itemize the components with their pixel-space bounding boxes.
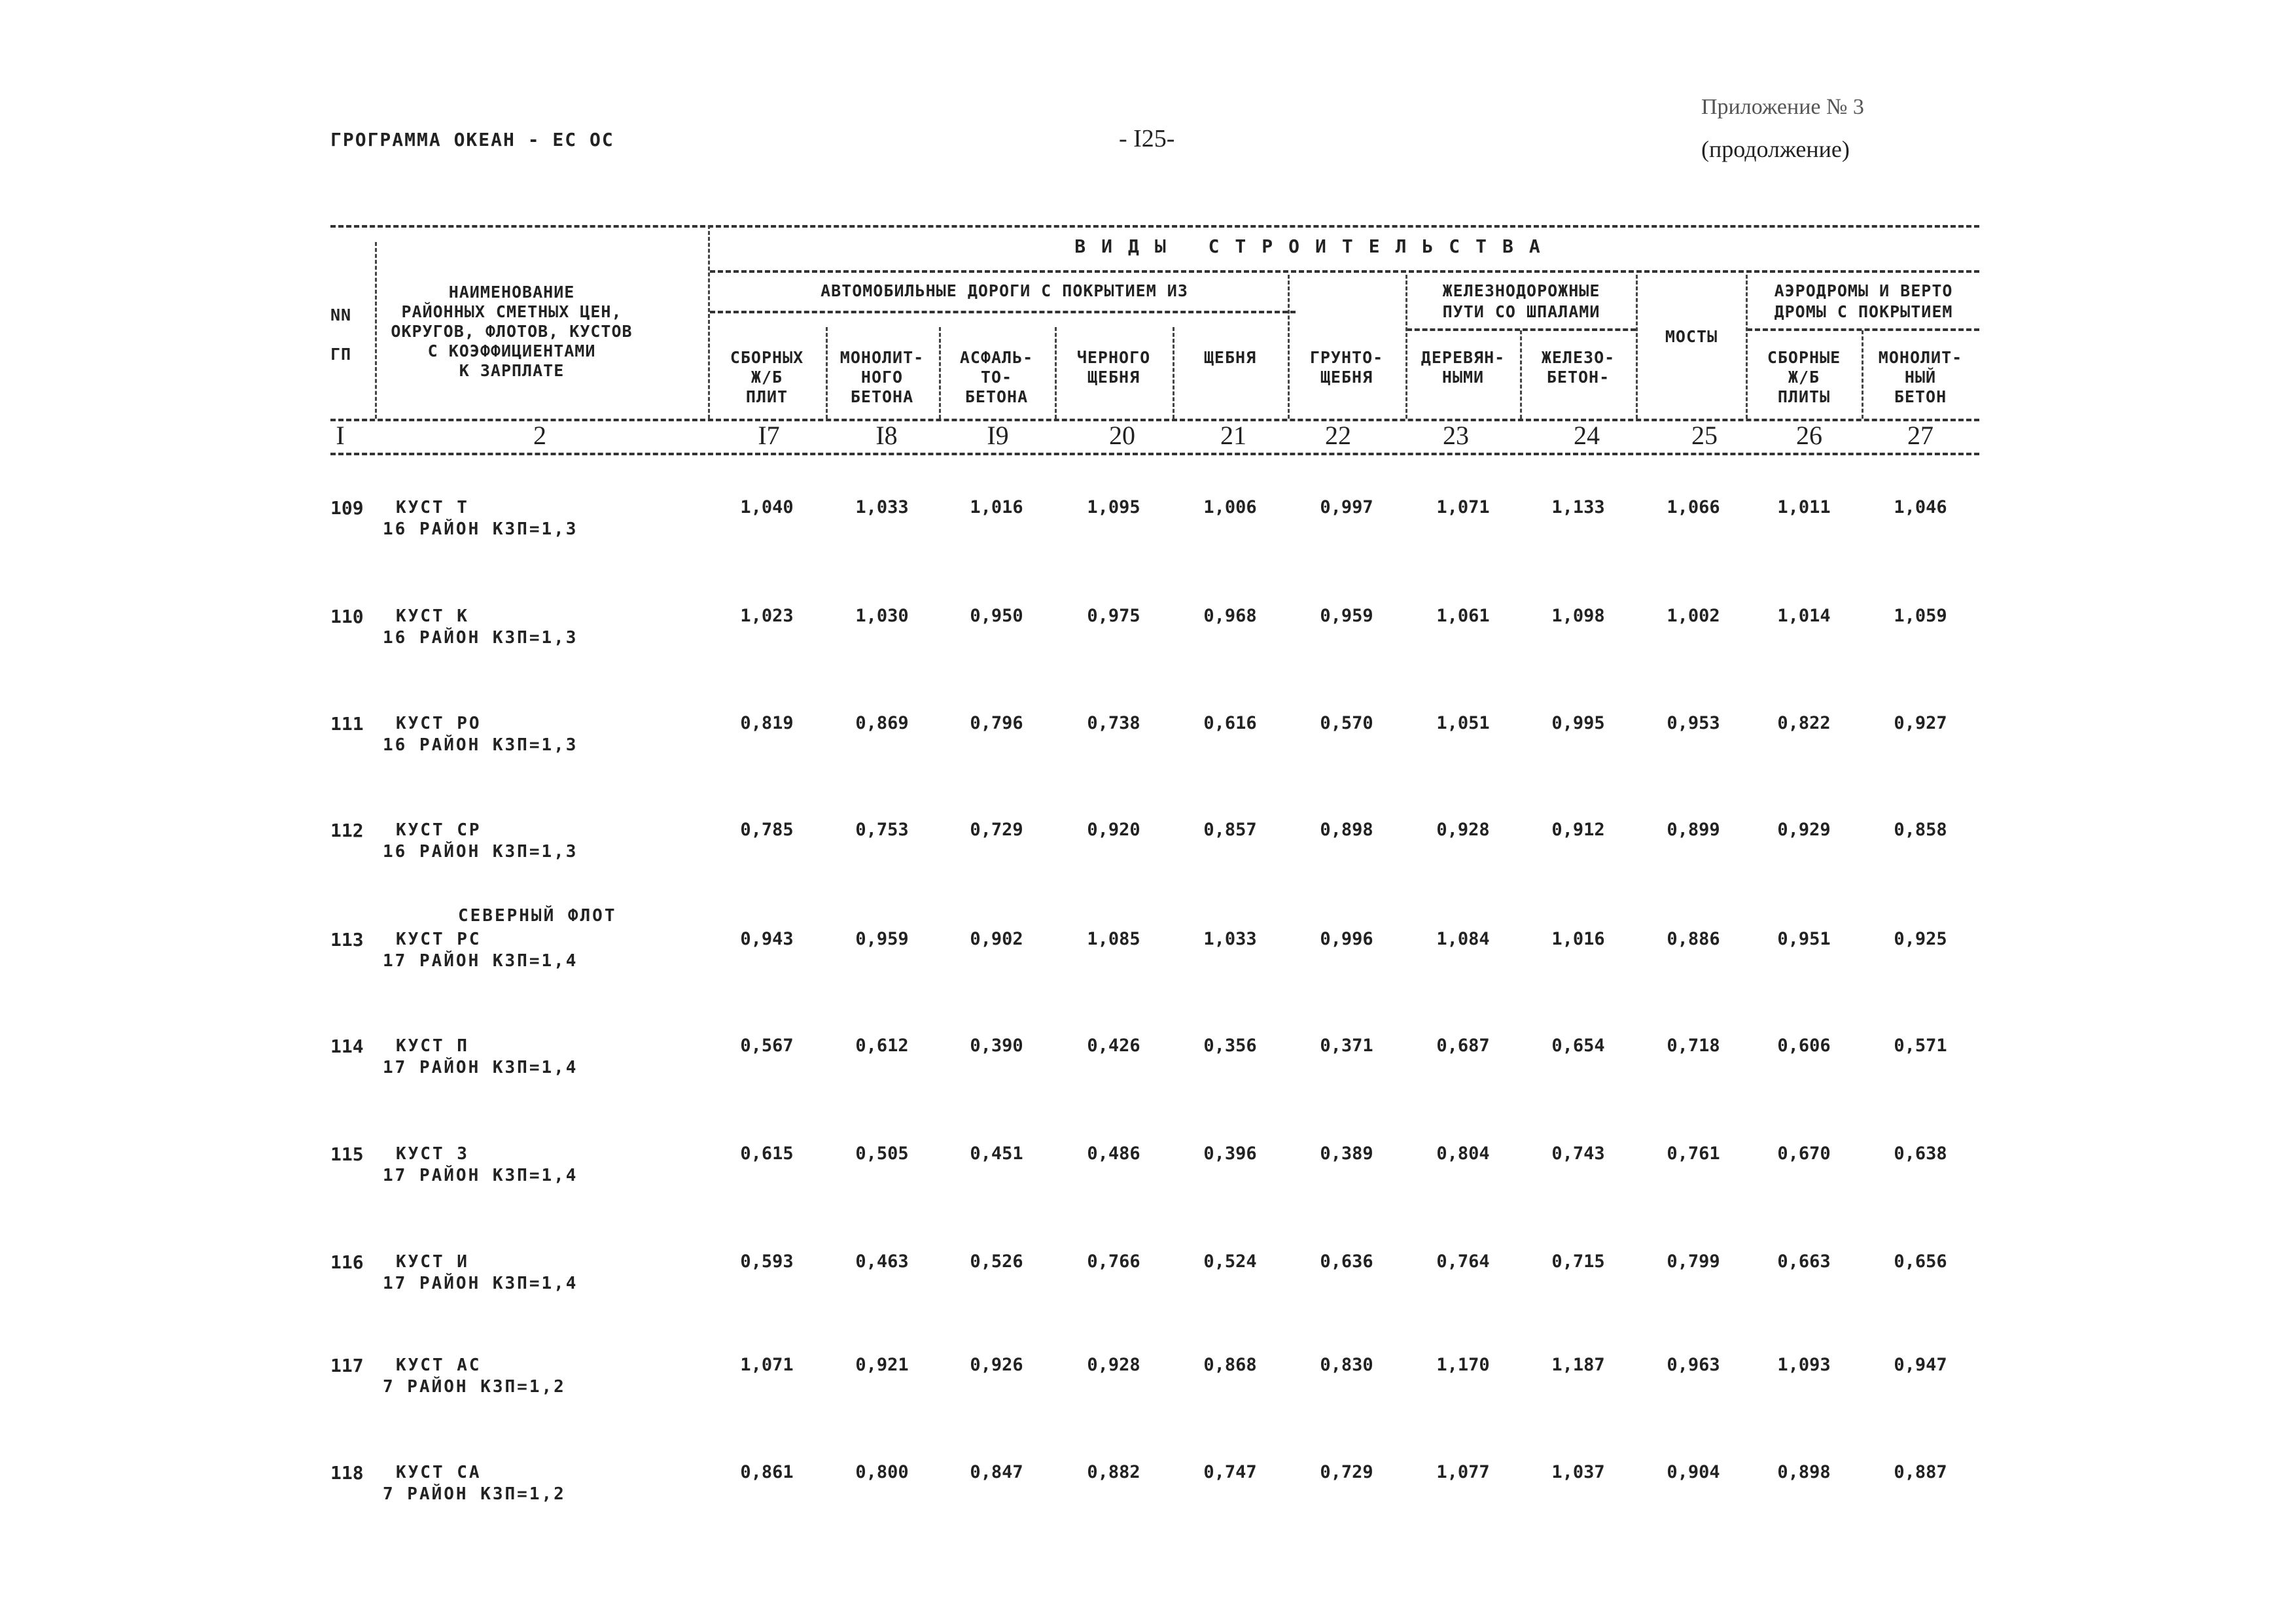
table-cell: 0,715: [1551, 1251, 1605, 1272]
table-cell: 0,570: [1320, 713, 1373, 733]
header-c27-3: БЕТОН: [1894, 387, 1947, 406]
row-region: 17 РАЙОН КЗП=1,4: [383, 951, 578, 971]
table-cell: 0,426: [1087, 1036, 1140, 1056]
table-cell: 0,926: [970, 1355, 1023, 1375]
table-cell: 0,882: [1087, 1462, 1140, 1482]
sep-18: [939, 327, 941, 419]
sep-26: [1862, 330, 1863, 419]
table-cell: 0,869: [855, 713, 909, 733]
row-name: КУСТ РС: [396, 930, 482, 949]
table-cell: 0,959: [855, 929, 909, 949]
table-cell: 0,616: [1203, 713, 1257, 733]
table-cell: 0,830: [1320, 1355, 1373, 1375]
table-cell: 1,187: [1551, 1355, 1605, 1375]
table-cell: 1,133: [1551, 497, 1605, 517]
table-cell: 0,612: [855, 1036, 909, 1056]
row-number: 118: [330, 1462, 364, 1484]
header-c27-2: НЫЙ: [1904, 368, 1937, 387]
header-c26-2: Ж/Б: [1788, 368, 1820, 387]
header-c24-2: БЕТОН-: [1546, 368, 1610, 387]
row-region: 16 РАЙОН КЗП=1,3: [383, 735, 578, 755]
table-cell: 1,014: [1777, 606, 1831, 626]
row-name: КУСТ П: [396, 1036, 469, 1056]
column-number: I8: [875, 421, 898, 450]
table-cell: 0,929: [1777, 820, 1831, 840]
table-cell: 1,033: [855, 497, 909, 517]
table-cell: 1,006: [1203, 497, 1257, 517]
sep-nn: [375, 242, 377, 419]
header-top-rule: [330, 225, 1979, 228]
row-number: 115: [330, 1143, 364, 1165]
table-cell: 0,927: [1894, 713, 1947, 733]
header-c17-3: ПЛИТ: [745, 387, 788, 406]
vidy-rule: [710, 270, 1979, 273]
table-cell: 0,636: [1320, 1251, 1373, 1272]
table-cell: 0,902: [970, 929, 1023, 949]
table-cell: 0,847: [970, 1462, 1023, 1482]
table-cell: 0,898: [1777, 1462, 1831, 1482]
header-c18-2: НОГО: [860, 368, 904, 387]
header-c17-1: СБОРНЫХ: [730, 348, 804, 367]
table-cell: 0,638: [1894, 1143, 1947, 1164]
header-rail-1: ЖЕЛЕЗНОДОРОЖНЫЕ: [1442, 281, 1600, 300]
row-region: 17 РАЙОН КЗП=1,4: [383, 1274, 578, 1293]
table-cell: 1,093: [1777, 1355, 1831, 1375]
header-nn: NN: [330, 305, 352, 324]
table-cell: 0,943: [740, 929, 794, 949]
row-region: 7 РАЙОН КЗП=1,2: [383, 1377, 566, 1397]
row-number: 112: [330, 820, 364, 841]
header-rail-2: ПУТИ СО ШПАЛАМИ: [1442, 302, 1600, 321]
table-cell: 0,799: [1667, 1251, 1720, 1272]
header-aero-2: ДРОМЫ С ПОКРЫТИЕМ: [1774, 302, 1953, 321]
table-cell: 0,950: [970, 606, 1023, 626]
table-cell: 0,951: [1777, 929, 1831, 949]
table-cell: 0,997: [1320, 497, 1373, 517]
table-cell: 0,764: [1436, 1251, 1490, 1272]
table-cell: 0,857: [1203, 820, 1257, 840]
table-cell: 0,800: [855, 1462, 909, 1482]
table-cell: 0,729: [970, 820, 1023, 840]
column-number: 22: [1325, 421, 1351, 450]
table-cell: 0,687: [1436, 1036, 1490, 1056]
table-cell: 0,593: [740, 1251, 794, 1272]
table-cell: 0,738: [1087, 713, 1140, 733]
table-cell: 0,718: [1667, 1036, 1720, 1056]
column-number: I9: [987, 421, 1009, 450]
column-number: I7: [758, 421, 780, 450]
table-cell: 1,016: [1551, 929, 1605, 949]
table-cell: 0,925: [1894, 929, 1947, 949]
table-cell: 0,656: [1894, 1251, 1947, 1272]
table-cell: 1,071: [740, 1355, 794, 1375]
table-cell: 0,899: [1667, 820, 1720, 840]
row-number: 117: [330, 1355, 364, 1376]
row-number: 110: [330, 606, 364, 627]
table-cell: 1,046: [1894, 497, 1947, 517]
table-cell: 0,505: [855, 1143, 909, 1164]
table-cell: 1,071: [1436, 497, 1490, 517]
sep-25: [1746, 275, 1748, 419]
table-cell: 0,796: [970, 713, 1023, 733]
table-cell: 0,804: [1436, 1143, 1490, 1164]
table-cell: 0,526: [970, 1251, 1023, 1272]
header-name-line-2: РАЙОННЫХ СМЕТНЫХ ЦЕН,: [401, 302, 622, 321]
table-cell: 0,968: [1203, 606, 1257, 626]
row-region: 16 РАЙОН КЗП=1,3: [383, 628, 578, 648]
row-region: 7 РАЙОН КЗП=1,2: [383, 1484, 566, 1504]
header-bridges: МОСТЫ: [1665, 327, 1718, 346]
group-label: СЕВЕРНЫЙ ФЛОТ: [458, 906, 617, 926]
header-c19-3: БЕТОНА: [964, 387, 1029, 406]
header-c20-2: ЩЕБНЯ: [1087, 368, 1140, 387]
table-cell: 1,002: [1667, 606, 1720, 626]
table-cell: 0,887: [1894, 1462, 1947, 1482]
table-cell: 0,486: [1087, 1143, 1140, 1164]
table-cell: 0,963: [1667, 1355, 1720, 1375]
table-cell: 0,371: [1320, 1036, 1373, 1056]
table-cell: 0,463: [855, 1251, 909, 1272]
table-cell: 0,898: [1320, 820, 1373, 840]
header-c18-3: БЕТОНА: [850, 387, 914, 406]
table-cell: 0,928: [1087, 1355, 1140, 1375]
table-cell: 0,761: [1667, 1143, 1720, 1164]
row-name: КУСТ И: [396, 1252, 469, 1272]
row-number: 116: [330, 1251, 364, 1273]
column-number: 2: [533, 421, 546, 450]
table-cell: 0,654: [1551, 1036, 1605, 1056]
continuation-label: (продолжение): [1701, 136, 1850, 162]
row-number: 114: [330, 1036, 364, 1057]
sep-23: [1520, 330, 1522, 419]
header-c18-1: МОНОЛИТ-: [839, 348, 925, 367]
column-number: 24: [1574, 421, 1600, 450]
table-cell: 0,567: [740, 1036, 794, 1056]
table-cell: 0,615: [740, 1143, 794, 1164]
appendix-label: Приложение № 3: [1701, 95, 1864, 119]
table-cell: 0,920: [1087, 820, 1140, 840]
column-number: 27: [1907, 421, 1934, 450]
table-cell: 0,947: [1894, 1355, 1947, 1375]
table-cell: 0,571: [1894, 1036, 1947, 1056]
header-name-line-3: ОКРУГОВ, ФЛОТОВ, КУСТОВ: [391, 322, 633, 341]
table-cell: 1,011: [1777, 497, 1831, 517]
header-aero-1: АЭРОДРОМЫ И ВЕРТО: [1774, 281, 1953, 300]
table-cell: 0,959: [1320, 606, 1373, 626]
header-c23-2: НЫМИ: [1441, 368, 1485, 387]
table-cell: 0,996: [1320, 929, 1373, 949]
table-cell: 0,606: [1777, 1036, 1831, 1056]
table-cell: 0,995: [1551, 713, 1605, 733]
table-cell: 1,098: [1551, 606, 1605, 626]
table-cell: 0,785: [740, 820, 794, 840]
table-cell: 0,670: [1777, 1143, 1831, 1164]
column-number: 20: [1109, 421, 1135, 450]
table-cell: 1,023: [740, 606, 794, 626]
row-region: 16 РАЙОН КЗП=1,3: [383, 519, 578, 539]
header-c24-1: ЖЕЛЕЗО-: [1541, 348, 1616, 367]
table-cell: 0,861: [740, 1462, 794, 1482]
table-cell: 1,037: [1551, 1462, 1605, 1482]
sep-24: [1636, 275, 1638, 419]
header-c19-1: АСФАЛЬ-: [959, 348, 1034, 367]
row-name: КУСТ Т: [396, 498, 469, 517]
header-c19-2: ТО-: [980, 368, 1013, 387]
table-cell: 0,356: [1203, 1036, 1257, 1056]
sep-22: [1405, 275, 1407, 419]
header-name-line-1: НАИМЕНОВАНИЕ: [448, 283, 575, 302]
table-cell: 0,747: [1203, 1462, 1257, 1482]
table-cell: 0,819: [740, 713, 794, 733]
table-cell: 0,396: [1203, 1143, 1257, 1164]
table-cell: 0,921: [855, 1355, 909, 1375]
column-number: 26: [1796, 421, 1822, 450]
table-cell: 0,390: [970, 1036, 1023, 1056]
table-cell: 0,524: [1203, 1251, 1257, 1272]
table-cell: 1,016: [970, 497, 1023, 517]
table-cell: 0,912: [1551, 820, 1605, 840]
header-c27-1: МОНОЛИТ-: [1878, 348, 1963, 367]
row-name: КУСТ СА: [396, 1463, 482, 1482]
row-region: 17 РАЙОН КЗП=1,4: [383, 1058, 578, 1077]
table-cell: 0,766: [1087, 1251, 1140, 1272]
column-number: I: [336, 421, 345, 450]
header-gp: ГП: [330, 345, 352, 364]
row-region: 16 РАЙОН КЗП=1,3: [383, 842, 578, 862]
header-name-line-4: С КОЭФФИЦИЕНТАМИ: [427, 341, 596, 360]
row-name: КУСТ СР: [396, 820, 482, 840]
row-number: 111: [330, 713, 364, 735]
row-region: 17 РАЙОН КЗП=1,4: [383, 1166, 578, 1185]
table-cell: 0,953: [1667, 713, 1720, 733]
table-cell: 0,729: [1320, 1462, 1373, 1482]
header-c20-1: ЧЕРНОГО: [1076, 348, 1151, 367]
table-cell: 1,033: [1203, 929, 1257, 949]
sep-19: [1055, 327, 1057, 419]
column-number: 23: [1443, 421, 1469, 450]
roads-rule: [710, 311, 1296, 313]
table-cell: 1,059: [1894, 606, 1947, 626]
table-cell: 0,858: [1894, 820, 1947, 840]
sep-name: [708, 225, 710, 419]
table-cell: 1,066: [1667, 497, 1720, 517]
row-number: 113: [330, 929, 364, 951]
header-name-line-5: К ЗАРПЛАТЕ: [459, 361, 565, 380]
header-vidy-stroitelstva: ВИДЫ СТРОИТЕЛЬСТВА: [1074, 236, 1556, 257]
table-cell: 0,753: [855, 820, 909, 840]
table-cell: 0,904: [1667, 1462, 1720, 1482]
header-c23-1: ДЕРЕВЯН-: [1421, 348, 1506, 367]
row-number: 109: [330, 497, 364, 519]
table-cell: 0,389: [1320, 1143, 1373, 1164]
row-name: КУСТ АС: [396, 1355, 482, 1375]
table-cell: 0,886: [1667, 929, 1720, 949]
table-cell: 1,040: [740, 497, 794, 517]
table-cell: 1,170: [1436, 1355, 1490, 1375]
table-cell: 0,743: [1551, 1143, 1605, 1164]
sep-17: [826, 327, 828, 419]
table-cell: 0,975: [1087, 606, 1140, 626]
header-bottom-rule: [330, 419, 1979, 421]
header-c26-3: ПЛИТЫ: [1777, 387, 1831, 406]
program-title: ГРОГРАММА ОКЕАН - ЕС ОС: [330, 129, 614, 150]
table-cell: 1,051: [1436, 713, 1490, 733]
table-cell: 1,084: [1436, 929, 1490, 949]
header-c22-2: ЩЕБНЯ: [1320, 368, 1373, 387]
header-c21-1: ЩЕБНЯ: [1203, 348, 1257, 367]
column-number: 25: [1691, 421, 1718, 450]
table-cell: 0,451: [970, 1143, 1023, 1164]
table-cell: 1,095: [1087, 497, 1140, 517]
header-c17-2: Ж/Б: [751, 368, 783, 387]
column-numbers-rule: [330, 453, 1979, 455]
sep-21: [1288, 275, 1290, 419]
header-roads: АВТОМОБИЛЬНЫЕ ДОРОГИ С ПОКРЫТИЕМ ИЗ: [821, 281, 1188, 300]
row-name: КУСТ К: [396, 606, 469, 626]
table-cell: 0,822: [1777, 713, 1831, 733]
page-number: - I25-: [1119, 125, 1175, 152]
table-cell: 1,061: [1436, 606, 1490, 626]
table-cell: 1,030: [855, 606, 909, 626]
sep-20: [1173, 327, 1174, 419]
table-cell: 1,085: [1087, 929, 1140, 949]
row-name: КУСТ РО: [396, 714, 482, 733]
header-c22-1: ГРУНТО-: [1309, 348, 1384, 367]
table-cell: 0,663: [1777, 1251, 1831, 1272]
table-cell: 0,928: [1436, 820, 1490, 840]
table-cell: 0,868: [1203, 1355, 1257, 1375]
header-c26-1: СБОРНЫЕ: [1767, 348, 1841, 367]
row-name: КУСТ З: [396, 1144, 469, 1164]
column-number: 21: [1220, 421, 1246, 450]
table-cell: 1,077: [1436, 1462, 1490, 1482]
